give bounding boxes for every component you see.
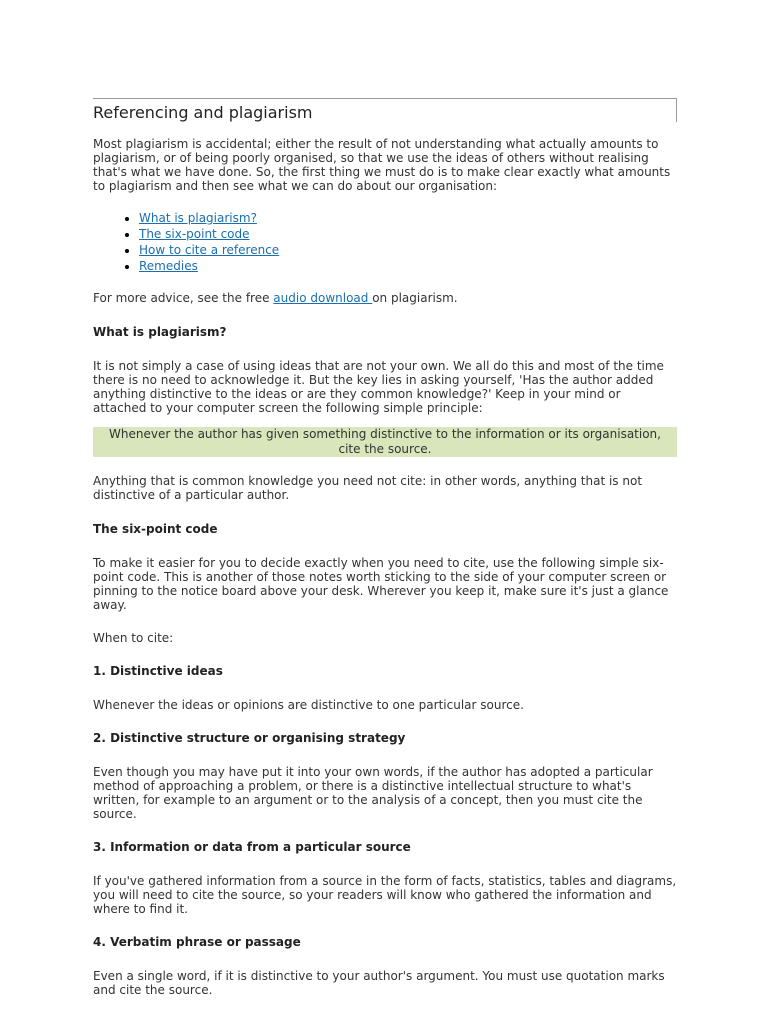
heading-information-data: 3. Information or data from a particular source bbox=[93, 840, 411, 854]
page-title: Referencing and plagiarism bbox=[93, 103, 313, 122]
table-of-contents bbox=[93, 210, 677, 274]
toc-link-six-point-code[interactable]: The six-point code bbox=[139, 227, 250, 241]
information-data-text: If you've gathered information from a source in the form of facts, statistics, tables and diagrams, you will need to cite the source, so your readers will know who gathered the information and where to find it. bbox=[93, 874, 677, 916]
toc-item-remedies bbox=[139, 258, 677, 274]
six-point-paragraph: To make it easier for you to decide exactly when you need to cite, use the following simple six-point code. This is another of those notes worth sticking to the side of your computer screen or pinning to the notice board above your desk. Wherever you keep it, make sure it's just a glance away. bbox=[93, 556, 669, 612]
toc-item-what-is-plagiarism bbox=[139, 210, 677, 226]
heading-what-is-plagiarism: What is plagiarism? bbox=[93, 325, 227, 339]
verbatim-text: Even a single word, if it is distinctive to your author's argument. You must use quotation marks and cite the source. bbox=[93, 969, 665, 997]
toc-link-cite-reference[interactable]: How to cite a reference bbox=[139, 243, 280, 257]
heading-six-point-code: The six-point code bbox=[93, 522, 218, 536]
title-bar bbox=[93, 98, 677, 122]
toc-link-remedies[interactable]: Remedies bbox=[139, 259, 198, 273]
what-is-paragraph: It is not simply a case of using ideas that are not your own. We all do this and most of the time there is no need to acknowledge it. But the key lies in asking yourself, 'Has the author added anything distinctive to the ideas or are they common knowledge?' Keep in your mind or attached to your computer screen the following simple principle: bbox=[93, 359, 664, 415]
heading-distinctive-structure: 2. Distinctive structure or organising strategy bbox=[93, 731, 406, 745]
toc-item-cite-reference bbox=[139, 242, 677, 258]
toc-link-what-is-plagiarism[interactable]: What is plagiarism? bbox=[139, 211, 257, 225]
common-knowledge-paragraph: Anything that is common knowledge you need not cite: in other words, anything that is not distinctive of a particular author. bbox=[93, 474, 643, 502]
audio-download-link[interactable]: audio download bbox=[273, 291, 373, 305]
distinctive-structure-text: Even though you may have put it into your own words, if the author has adopted a particular method of approaching a problem, or there is a distinctive intellectual structure to what's written, for example to an argument or to the analysis of a concept, then you must cite the source. bbox=[93, 765, 653, 821]
intro-paragraph: Most plagiarism is accidental; either the result of not understanding what actually amounts to plagiarism, or of being poorly organised, so that we use the ideas of others without realising that's what we have done. So, the first thing we must do is to make clear exactly what amounts to plagiarism and then see what we can do about our organisation: bbox=[93, 137, 671, 193]
toc-item-six-point-code bbox=[139, 226, 677, 242]
advice-text-after: on plagiarism. bbox=[372, 291, 458, 305]
heading-verbatim: 4. Verbatim phrase or passage bbox=[93, 935, 301, 949]
distinctive-ideas-text: Whenever the ideas or opinions are distinctive to one particular source. bbox=[93, 698, 524, 712]
heading-distinctive-ideas: 1. Distinctive ideas bbox=[93, 664, 223, 678]
when-to-cite: When to cite: bbox=[93, 631, 174, 645]
article bbox=[93, 98, 677, 1011]
advice-paragraph bbox=[93, 291, 677, 305]
advice-text-before: For more advice, see the free bbox=[93, 291, 274, 305]
principle-callout: Whenever the author has given something distinctive to the information or its organisation, cite the source. bbox=[93, 427, 677, 457]
